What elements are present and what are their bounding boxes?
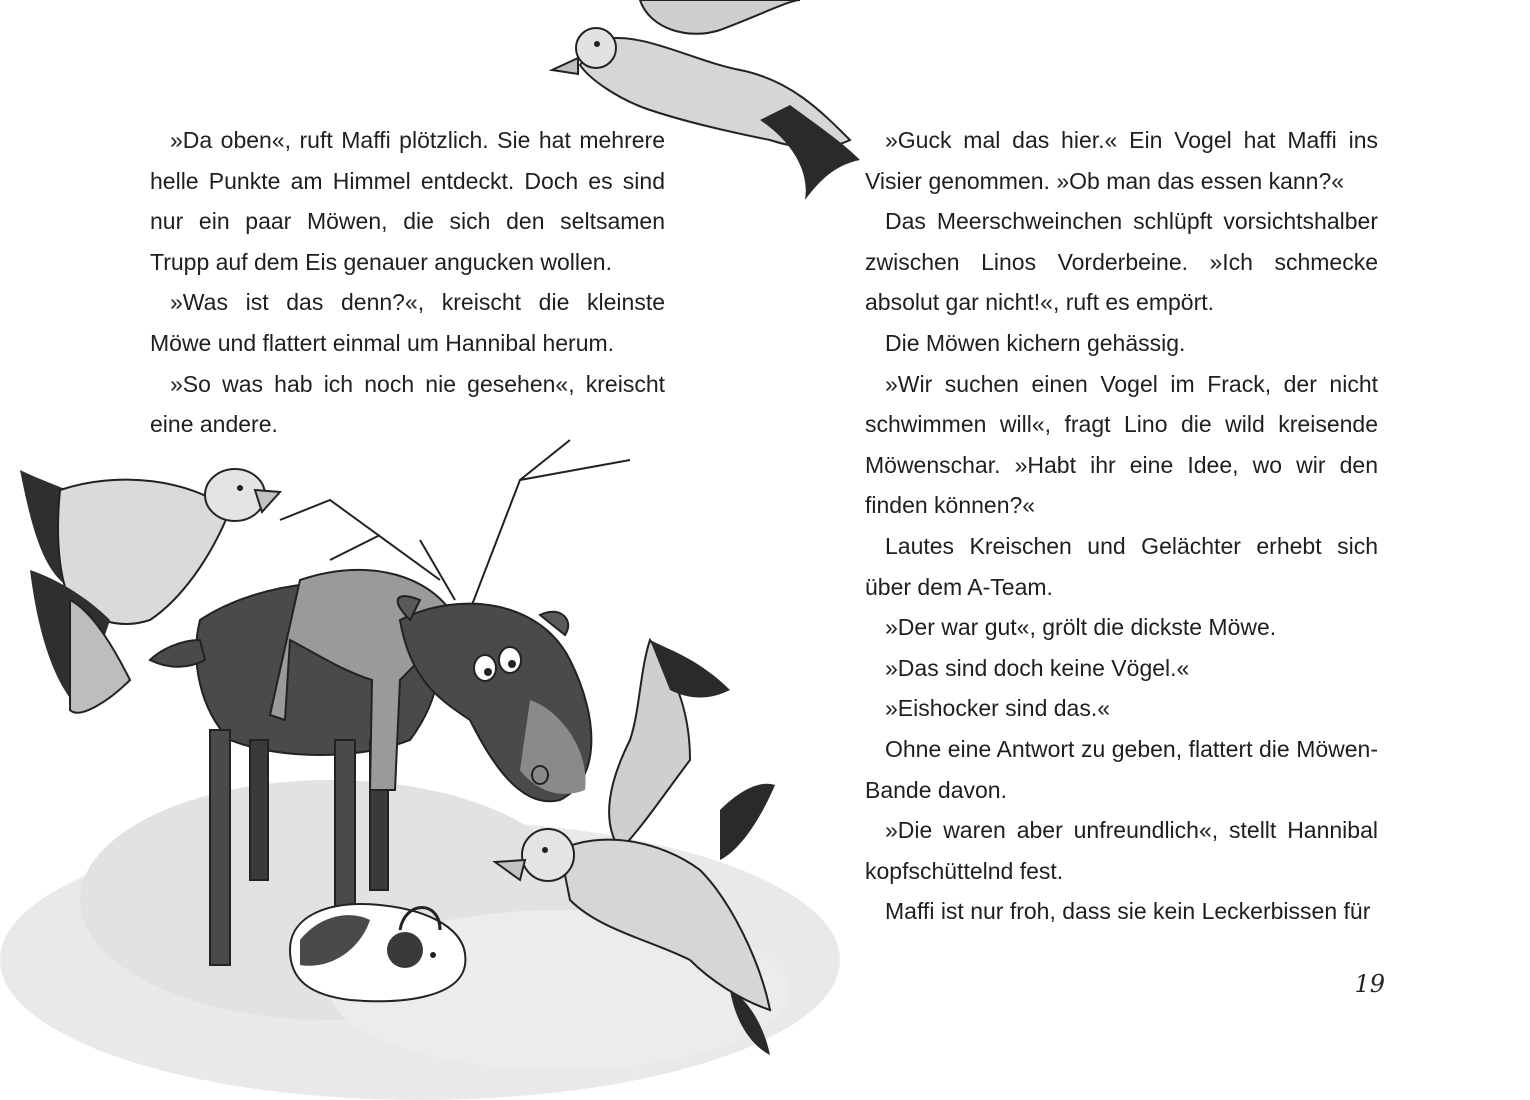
paragraph: Die Möwen kichern gehässig. <box>885 329 1186 356</box>
paragraph: »Die waren aber unfreundlich«, stellt Hannibal kopfschüttelnd fest. <box>865 817 1378 884</box>
right-text-column <box>865 120 1378 932</box>
left-text-column <box>150 120 665 445</box>
paragraph: Ohne eine Antwort zu geben, flattert die Möwen-Bande davon. <box>865 735 1378 803</box>
paragraph: Das Meerschweinchen schlüpft vorsichtshalber zwischen Linos Vorderbeine. »Ich schmecke absolut gar nicht!«, ruft es empört. <box>865 208 1378 316</box>
paragraph: »Da oben«, ruft Maffi plötzlich. Sie hat mehrere helle Punkte am Himmel entdeckt. Doch es sind nur ein paar Möwen, die sich den seltsamen Trupp auf dem Eis genauer angucken wollen. <box>150 127 665 275</box>
paragraph: »Was ist das denn?«, kreischt die kleinste Möwe und flattert einmal um Hannibal herum. <box>150 289 665 356</box>
paragraph: »Eishocker sind das.« <box>885 695 1111 722</box>
paragraph: »So was hab ich noch nie gesehen«, kreischt eine andere. <box>150 370 665 438</box>
page-number: 19 <box>1354 970 1385 998</box>
paragraph: Lautes Kreischen und Gelächter erhebt sich über dem A-Team. <box>865 532 1378 600</box>
guinea-pig <box>290 904 465 1001</box>
paragraph: »Wir suchen einen Vogel im Frack, der nicht schwimmen will«, fragt Lino die wild kreisende Möwenschar. »Habt ihr eine Idee, wo wir den finden können?« <box>865 370 1378 519</box>
paragraph: Maffi ist nur froh, dass sie kein Leckerbissen für <box>885 898 1371 925</box>
paragraph: »Der war gut«, grölt die dickste Möwe. <box>885 614 1277 641</box>
paragraph: »Guck mal das hier.« Ein Vogel hat Maffi ins Visier genommen. »Ob man das essen kann?« <box>865 127 1378 194</box>
paragraph: »Das sind doch keine Vögel.« <box>885 654 1190 681</box>
